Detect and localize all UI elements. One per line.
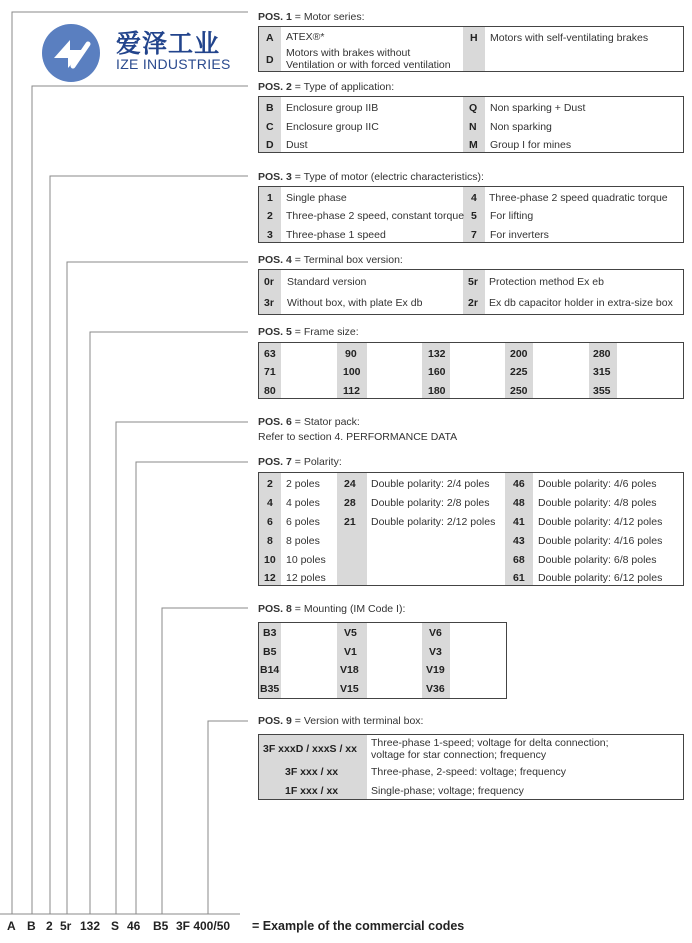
pos7-value: 6 poles xyxy=(286,516,320,528)
pos3-value: Three-phase 2 speed, constant torque xyxy=(286,210,465,222)
pos1-table xyxy=(258,26,684,72)
pos9-value: Three-phase, 2-speed: voltage; frequency xyxy=(371,766,566,778)
frame-size: 90 xyxy=(345,348,357,360)
pos7-key: 4 xyxy=(267,497,273,509)
pos7-key: 43 xyxy=(513,535,525,547)
pos4-heading: POS. 4 = Terminal box version: xyxy=(258,254,403,266)
pos2-key: D xyxy=(266,139,274,151)
pos7-key: 21 xyxy=(344,516,356,528)
pos2-heading: POS. 2 = Type of application: xyxy=(258,81,395,93)
pos4-value: Standard version xyxy=(287,276,367,288)
pos7-key: 10 xyxy=(264,554,276,566)
pos7-key: 68 xyxy=(513,554,525,566)
pos7-key: 61 xyxy=(513,572,525,584)
pos4-key: 3r xyxy=(264,297,274,309)
pos3-value: Three-phase 2 speed quadratic torque xyxy=(489,192,668,204)
mounting-code: V19 xyxy=(426,664,445,676)
pos9-value-line1: Three-phase 1-speed; voltage for delta connection; xyxy=(371,737,609,749)
code-part-frame-size: 132 xyxy=(80,919,101,933)
pos2-value: Enclosure group IIB xyxy=(286,102,379,114)
frame-size: 225 xyxy=(510,366,528,378)
pos2-value: Group I for mines xyxy=(490,139,572,151)
frame-size: 180 xyxy=(428,385,446,397)
pos3-value: Single phase xyxy=(286,192,347,204)
pos3-key: 7 xyxy=(471,229,477,241)
pos6-heading: POS. 6 = Stator pack: xyxy=(258,416,360,428)
pos7-value: Double polarity: 4/16 poles xyxy=(538,535,663,547)
frame-size: 160 xyxy=(428,366,446,378)
pos2-value: Dust xyxy=(286,139,308,151)
code-part-application: B xyxy=(27,919,36,933)
pos8-mounting-table xyxy=(258,622,507,699)
pos2-value: Non sparking + Dust xyxy=(490,102,586,114)
pos1-value-brakes-line2: Ventilation or with forced ventilation xyxy=(286,59,451,71)
pos7-value: Double polarity: 6/8 poles xyxy=(538,554,657,566)
pos9-key: 3F xxx / xx xyxy=(285,766,339,778)
mounting-code: B5 xyxy=(263,646,277,658)
pos9-value: Single-phase; voltage; frequency xyxy=(371,785,524,797)
pos7-key: 8 xyxy=(267,535,273,547)
pos4-key: 0r xyxy=(264,276,274,288)
pos7-value: Double polarity: 2/8 poles xyxy=(371,497,490,509)
pos2-key: C xyxy=(266,121,274,133)
code-part-series: A xyxy=(7,919,16,933)
pos6-note: Refer to section 4. PERFORMANCE DATA xyxy=(258,431,458,443)
pos7-value: Double polarity: 4/8 poles xyxy=(538,497,657,509)
pos7-key: 41 xyxy=(513,516,525,528)
pos1-key-h: H xyxy=(470,32,478,44)
pos7-polarity-table xyxy=(258,472,684,586)
pos3-value: For lifting xyxy=(490,210,534,222)
pos7-value: Double polarity: 4/6 poles xyxy=(538,478,657,490)
pos3-key: 5 xyxy=(471,210,477,222)
mounting-code: B3 xyxy=(263,627,277,639)
pos9-key: 3F xxxD / xxxS / xx xyxy=(263,743,357,755)
logo-chinese-name: 爱泽工业 xyxy=(116,29,221,58)
mounting-code: V3 xyxy=(429,646,442,658)
pos7-value: 8 poles xyxy=(286,535,320,547)
code-part-terminal-box: 5r xyxy=(60,919,72,933)
pos9-value-line2: voltage for star connection; frequency xyxy=(371,749,547,761)
code-part-version: 3F 400/50 xyxy=(176,919,231,933)
pos7-value: 12 poles xyxy=(286,572,326,584)
pos7-value: Double polarity: 2/12 poles xyxy=(371,516,496,528)
frame-size: 100 xyxy=(343,366,361,378)
pos2-table xyxy=(258,96,684,153)
mounting-code: B14 xyxy=(260,664,280,676)
pos3-key: 1 xyxy=(267,192,273,204)
pos4-value: Protection method Ex eb xyxy=(489,276,604,288)
pos7-key: 28 xyxy=(344,497,356,509)
pos7-value: Double polarity: 2/4 poles xyxy=(371,478,490,490)
code-part-polarity: 46 xyxy=(127,919,141,933)
frame-size: 355 xyxy=(593,385,611,397)
frame-size: 250 xyxy=(510,385,528,397)
pos9-terminal-box-table xyxy=(258,734,684,800)
pos3-table xyxy=(258,186,684,243)
frame-size: 315 xyxy=(593,366,611,378)
mounting-code: V6 xyxy=(429,627,442,639)
pos4-table xyxy=(258,269,684,315)
pos7-value: Double polarity: 4/12 poles xyxy=(538,516,663,528)
mounting-code: V5 xyxy=(344,627,357,639)
frame-size: 63 xyxy=(264,348,276,360)
pos4-value: Without box, with plate Ex db xyxy=(287,297,423,309)
pos1-value-brakes-line1: Motors with brakes without xyxy=(286,47,411,59)
pos7-key: 2 xyxy=(267,478,273,490)
pos3-heading: POS. 3 = Type of motor (electric characteristics): xyxy=(258,171,484,183)
pos5-frame-size-table xyxy=(258,342,684,399)
pos3-key: 3 xyxy=(267,229,273,241)
pos3-value: Three-phase 1 speed xyxy=(286,229,386,241)
pos2-key: M xyxy=(469,139,478,151)
code-part-mounting: B5 xyxy=(153,919,169,933)
pos7-heading: POS. 7 = Polarity: xyxy=(258,456,342,468)
pos2-key: Q xyxy=(469,102,478,114)
pos7-key: 46 xyxy=(513,478,525,490)
frame-size: 280 xyxy=(593,348,611,360)
pos3-key: 2 xyxy=(267,210,273,222)
pos8-heading: POS. 8 = Mounting (IM Code I): xyxy=(258,603,406,615)
code-part-stator-pack: S xyxy=(111,919,120,933)
frame-size: 200 xyxy=(510,348,528,360)
pos7-value: Double polarity: 6/12 poles xyxy=(538,572,663,584)
pos7-value: 10 poles xyxy=(286,554,326,566)
frame-size: 80 xyxy=(264,385,276,397)
pos7-key: 48 xyxy=(513,497,525,509)
pos1-value-atex: ATEX®* xyxy=(286,31,325,43)
pos3-value: For inverters xyxy=(490,229,549,241)
pos5-heading: POS. 5 = Frame size: xyxy=(258,326,359,338)
frame-size: 112 xyxy=(343,385,360,397)
mounting-code: B35 xyxy=(260,683,280,695)
pos7-value: 4 poles xyxy=(286,497,320,509)
pos1-heading: POS. 1 = Motor series: xyxy=(258,11,365,23)
pos4-key: 2r xyxy=(468,297,478,309)
pos1-value-self-vent-brakes: Motors with self-ventilating brakes xyxy=(490,32,649,44)
mounting-code: V18 xyxy=(340,664,359,676)
mounting-code: V15 xyxy=(340,683,359,695)
pos2-key: B xyxy=(266,102,274,114)
pos2-key: N xyxy=(469,121,477,133)
pos7-value: 2 poles xyxy=(286,478,320,490)
example-caption: = Example of the commercial codes xyxy=(252,919,465,933)
mounting-code: V1 xyxy=(344,646,357,658)
frame-size: 132 xyxy=(428,348,446,360)
pos9-heading: POS. 9 = Version with terminal box: xyxy=(258,715,424,727)
pos2-value: Non sparking xyxy=(490,121,552,133)
logo-english-name: IZE INDUSTRIES xyxy=(116,56,231,72)
pos1-key-a: A xyxy=(266,32,274,44)
pos7-key: 24 xyxy=(344,478,356,490)
code-part-motor-type: 2 xyxy=(46,919,53,933)
pos7-key: 6 xyxy=(267,516,273,528)
pos4-value: Ex db capacitor holder in extra-size box xyxy=(489,297,673,309)
pos3-key: 4 xyxy=(471,192,477,204)
frame-size: 71 xyxy=(264,366,276,378)
pos4-key: 5r xyxy=(468,276,478,288)
pos2-value: Enclosure group IIC xyxy=(286,121,379,133)
pos7-key: 12 xyxy=(264,572,276,584)
pos1-key-d: D xyxy=(266,54,274,66)
mounting-code: V36 xyxy=(426,683,445,695)
pos9-key: 1F xxx / xx xyxy=(285,785,339,797)
